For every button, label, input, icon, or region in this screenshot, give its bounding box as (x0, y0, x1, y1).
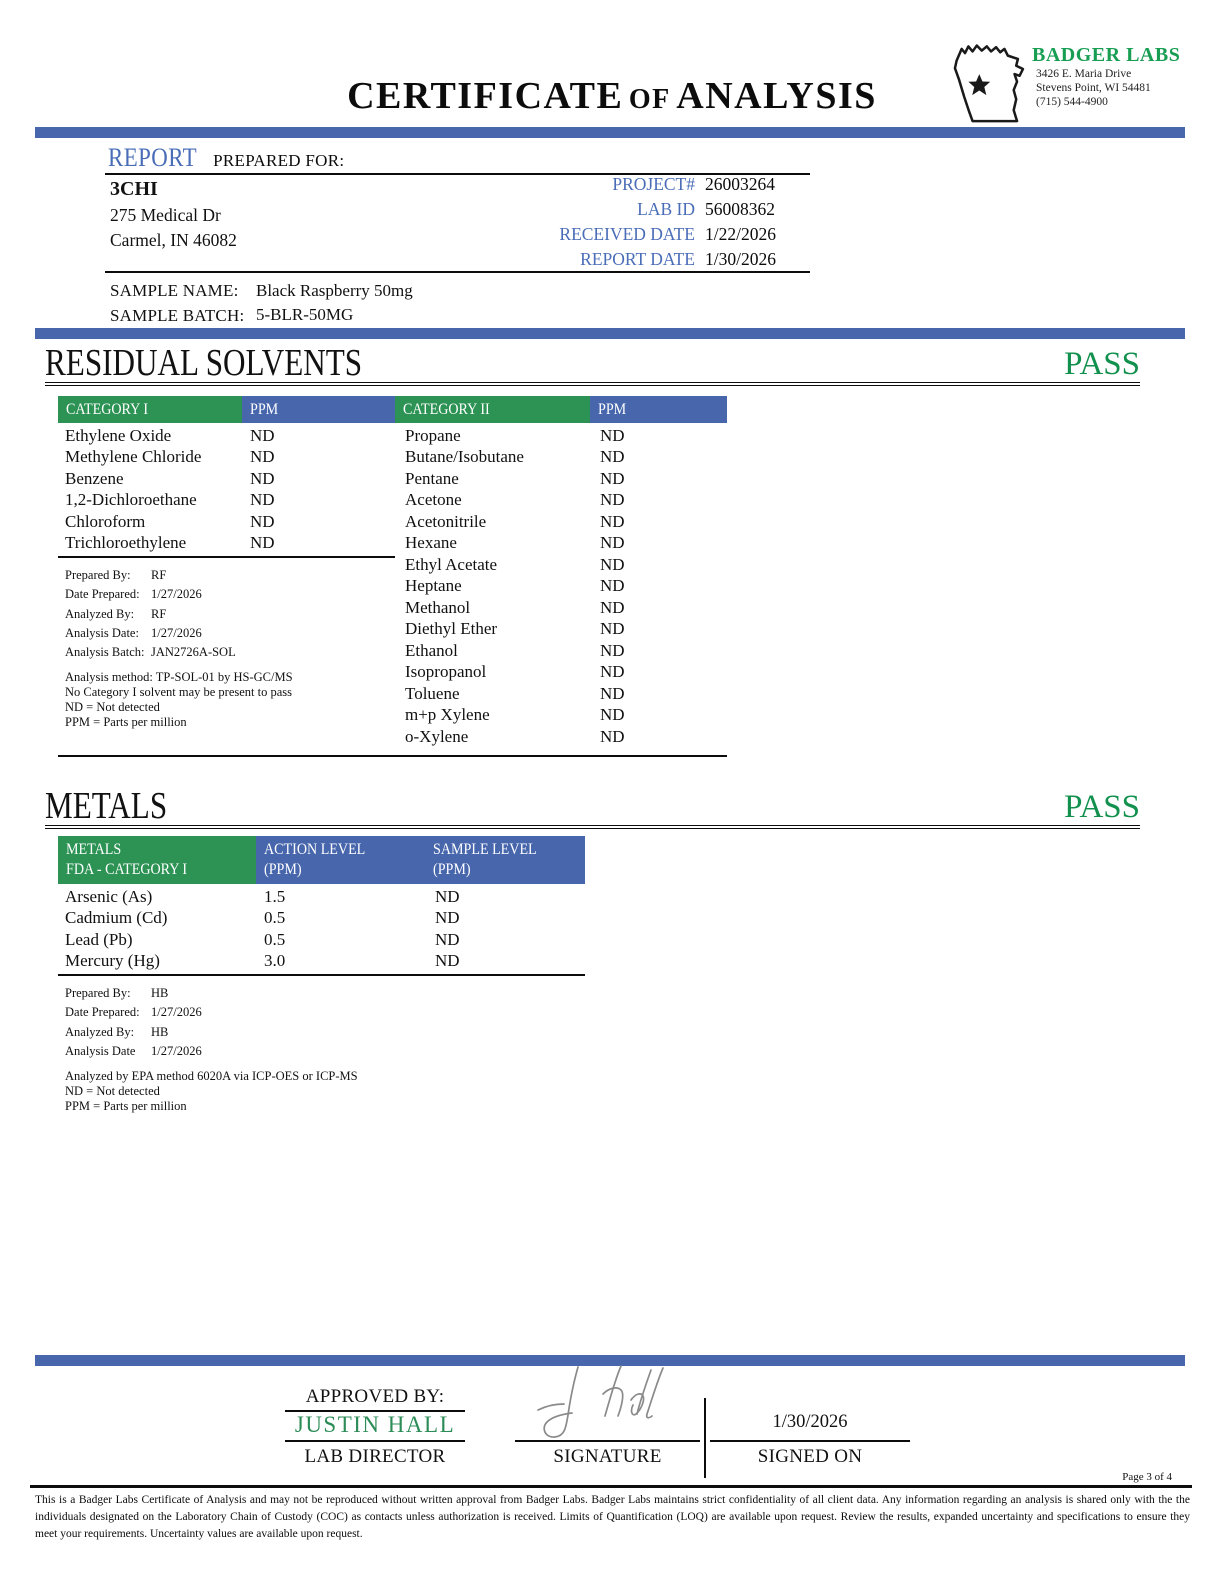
solvent-ppm-value: ND (250, 511, 275, 531)
table-row (58, 951, 585, 973)
solvent-ppm-value: ND (600, 511, 625, 531)
meta-label: REPORT DATE (580, 249, 695, 269)
table-row (395, 705, 727, 727)
solvent-ppm-value: ND (250, 533, 275, 553)
metal-sample-level: ND (435, 951, 460, 971)
table-row (395, 490, 727, 512)
solvents-prep-notes (58, 566, 395, 662)
solvent-ppm-value: ND (600, 576, 625, 596)
meta-value: 26003264 (705, 174, 775, 194)
solvent-name: Ethylene Oxide (65, 425, 172, 445)
category1-rows (58, 423, 395, 558)
note-row (65, 1023, 585, 1042)
table-row (395, 533, 727, 555)
metal-sample-level: ND (435, 908, 460, 928)
metals-status-badge: PASS (1064, 789, 1140, 825)
solvent-ppm-value: ND (600, 662, 625, 682)
solvent-name: Acetone (405, 490, 462, 510)
note-value: HB (151, 986, 169, 1001)
note-row (65, 624, 395, 643)
footer-rule (30, 1485, 1192, 1488)
residual-solvents-table-head (58, 396, 727, 423)
approver-rule (285, 1440, 465, 1442)
approver-title: LAB DIRECTOR (304, 1446, 446, 1467)
solvent-name: Diethyl Ether (405, 619, 498, 639)
page-number: Page 3 of 4 (1122, 1471, 1172, 1483)
report-meta-row (380, 199, 820, 224)
note-row (65, 1003, 585, 1022)
meta-value: 1/30/2026 (705, 249, 776, 269)
table-row (395, 726, 727, 748)
note-value: RF (151, 568, 167, 583)
divider-bar-top (35, 127, 1185, 138)
metal-action-level: 0.5 (264, 908, 286, 928)
note-row (65, 566, 395, 585)
meta-value: 1/22/2026 (705, 224, 776, 244)
footnote-line: Analysis method: TP-SOL-01 by HS-GC/MS (65, 670, 293, 685)
note-value: JAN2726A-SOL (151, 645, 236, 660)
title-part3: ANALYSIS (676, 75, 877, 117)
report-heading (108, 143, 344, 173)
category2-rows (395, 423, 727, 748)
table-row (395, 447, 727, 469)
note-row (65, 1042, 585, 1061)
table-row (58, 886, 585, 908)
solvent-name: Propane (405, 425, 461, 445)
table-row (395, 468, 727, 490)
metals-footnotes (58, 1069, 585, 1113)
metal-name: Lead (Pb) (65, 929, 133, 949)
solvent-ppm-value: ND (600, 468, 625, 488)
note-value: 1/27/2026 (151, 1044, 202, 1059)
solvent-name: Acetonitrile (405, 511, 487, 531)
note-label: Analyzed By: (65, 1024, 135, 1039)
note-label: Prepared By: (65, 986, 131, 1001)
metals-table (58, 836, 585, 1114)
solvent-ppm-value: ND (250, 425, 275, 445)
footnote-line: PPM = Parts per million (65, 1098, 187, 1113)
table-row (58, 533, 395, 555)
meta-label: PROJECT# (612, 174, 695, 194)
signature-rule (515, 1440, 700, 1442)
footnote-line: No Category I solvent may be present to pass (65, 685, 293, 700)
table-row (58, 425, 395, 447)
report-meta (380, 174, 820, 274)
sample-batch-label: SAMPLE BATCH: (110, 306, 245, 325)
solvent-name: Heptane (405, 576, 462, 596)
table-row (58, 511, 395, 533)
lab-address-line2: Stevens Point, WI 54481 (1036, 82, 1151, 94)
table-row (58, 908, 585, 930)
category2-column (395, 423, 727, 748)
solvent-name: Methanol (405, 597, 471, 617)
residual-solvents-header (45, 341, 1140, 386)
page-title (0, 74, 1224, 118)
metal-action-level: 0.5 (264, 929, 286, 949)
note-value: 1/27/2026 (151, 587, 202, 602)
solvent-ppm-value: ND (600, 640, 625, 660)
metals-title: METALS (45, 785, 168, 827)
meta-label: RECEIVED DATE (559, 224, 695, 244)
column-header: CATEGORY I (66, 400, 149, 418)
metal-name: Arsenic (As) (65, 886, 153, 906)
note-row (65, 643, 395, 662)
signed-on-label: SIGNED ON (757, 1446, 863, 1467)
note-label: Analysis Date: (65, 626, 139, 641)
column-header: (PPM) (264, 861, 302, 878)
footnote-line: ND = Not detected (65, 1083, 160, 1098)
approver-name: JUSTIN HALL (294, 1412, 456, 1437)
solvent-name: Chloroform (65, 511, 146, 531)
metals-rows (58, 884, 585, 976)
divider-bar-sample (35, 328, 1185, 339)
sample-batch-value: 5-BLR-50MG (256, 305, 354, 324)
column-header: CATEGORY II (403, 400, 490, 418)
solvent-name: m+p Xylene (405, 705, 490, 725)
signed-date-rule (710, 1440, 910, 1442)
client-address-line2: Carmel, IN 46082 (110, 230, 237, 250)
residual-solvents-title: RESIDUAL SOLVENTS (45, 342, 363, 384)
solvent-ppm-value: ND (600, 447, 625, 467)
table-row (58, 468, 395, 490)
lab-name: BADGER LABS (1032, 44, 1181, 66)
note-row (65, 984, 585, 1003)
table-row (395, 597, 727, 619)
solvent-ppm-value: ND (600, 490, 625, 510)
solvent-name: Trichloroethylene (65, 533, 187, 553)
note-label: Prepared By: (65, 568, 131, 583)
table-row (395, 619, 727, 641)
prepared-for-label: PREPARED FOR: (213, 151, 345, 170)
category1-column (58, 423, 395, 748)
metal-action-level: 3.0 (264, 951, 286, 971)
solvent-name: o-Xylene (405, 726, 469, 746)
residual-solvents-status-badge: PASS (1064, 346, 1140, 382)
table-row (395, 640, 727, 662)
footer-divider-line (704, 1398, 706, 1478)
column-header: (PPM) (433, 861, 471, 878)
solvent-ppm-value: ND (250, 490, 275, 510)
solvent-ppm-value: ND (600, 705, 625, 725)
solvent-name: Pentane (405, 468, 459, 488)
solvent-ppm-value: ND (600, 554, 625, 574)
client-address-line1: 275 Medical Dr (110, 205, 221, 225)
signature-label: SIGNATURE (553, 1446, 662, 1467)
meta-value: 56008362 (705, 199, 775, 219)
note-value: RF (151, 606, 167, 621)
signature-image (528, 1363, 703, 1441)
note-value: 1/27/2026 (151, 626, 202, 641)
title-part1: CERTIFICATE (347, 75, 624, 117)
table-row (58, 447, 395, 469)
signed-date: 1/30/2026 (772, 1412, 848, 1432)
table-row (395, 425, 727, 447)
metal-name: Mercury (Hg) (65, 951, 160, 971)
table-row (395, 511, 727, 533)
note-label: Analyzed By: (65, 606, 135, 621)
note-row (65, 585, 395, 604)
footnote-line: PPM = Parts per million (65, 714, 187, 729)
column-header: PPM (250, 400, 279, 418)
note-row (65, 605, 395, 624)
note-label: Analysis Batch: (65, 645, 145, 660)
solvent-name: Ethanol (405, 640, 458, 660)
residual-solvents-table-body (58, 423, 727, 757)
client-name: 3CHI (110, 178, 158, 200)
metal-name: Cadmium (Cd) (65, 908, 168, 928)
lab-address-line1: 3426 E. Maria Drive (1036, 68, 1132, 80)
residual-solvents-table (58, 396, 727, 757)
title-part2: OF (628, 84, 671, 115)
table-row (395, 683, 727, 705)
solvent-name: Ethyl Acetate (405, 554, 498, 574)
metals-prep-notes (58, 984, 585, 1061)
solvent-name: Toluene (405, 683, 460, 703)
sample-name-value: Black Raspberry 50mg (256, 281, 413, 300)
solvent-name: Methylene Chloride (65, 447, 202, 467)
lab-phone: (715) 544-4900 (1036, 96, 1108, 108)
column-header: METALS (66, 841, 122, 858)
solvent-ppm-value: ND (600, 597, 625, 617)
solvent-name: 1,2-Dichloroethane (65, 490, 197, 510)
report-word: REPORT (108, 143, 197, 172)
solvent-ppm-value: ND (600, 726, 625, 746)
table-row (58, 490, 395, 512)
note-value: 1/27/2026 (151, 1005, 202, 1020)
column-header: SAMPLE LEVEL (433, 841, 537, 858)
solvent-ppm-value: ND (600, 533, 625, 553)
metals-header (45, 784, 1140, 829)
solvent-name: Butane/Isobutane (405, 447, 524, 467)
metal-action-level: 1.5 (264, 886, 286, 906)
column-header: PPM (598, 400, 627, 418)
table-row (395, 554, 727, 576)
column-header: ACTION LEVEL (264, 841, 366, 858)
metals-table-head (58, 836, 585, 884)
solvent-name: Hexane (405, 533, 457, 553)
note-value: HB (151, 1024, 169, 1039)
metal-sample-level: ND (435, 929, 460, 949)
note-label: Date Prepared: (65, 1005, 140, 1020)
table-row (395, 662, 727, 684)
meta-label: LAB ID (637, 199, 695, 219)
solvent-name: Isopropanol (405, 662, 487, 682)
report-meta-row (380, 174, 820, 199)
solvent-ppm-value: ND (600, 619, 625, 639)
solvent-ppm-value: ND (250, 447, 275, 467)
table-row (395, 576, 727, 598)
solvent-ppm-value: ND (250, 468, 275, 488)
solvent-ppm-value: ND (600, 425, 625, 445)
note-label: Analysis Date (65, 1044, 136, 1059)
solvent-name: Benzene (65, 468, 124, 488)
note-label: Date Prepared: (65, 587, 140, 602)
client-block-rule (105, 271, 810, 273)
sample-name-label: SAMPLE NAME: (110, 281, 239, 300)
report-meta-row (380, 224, 820, 249)
footnote-line: ND = Not detected (65, 700, 160, 715)
metal-sample-level: ND (435, 886, 460, 906)
solvent-ppm-value: ND (600, 683, 625, 703)
solvents-footnotes (58, 670, 395, 729)
column-header: FDA - CATEGORY I (66, 861, 188, 878)
footnote-line: Analyzed by EPA method 6020A via ICP-OES or ICP-MS (65, 1069, 358, 1084)
approved-by-label: APPROVED BY: (305, 1386, 445, 1407)
table-row (58, 929, 585, 951)
disclaimer-text: This is a Badger Labs Certificate of Analysis and may not be reproduced without written approval from Badger Labs. Badger Labs maintains strict confidentiality of all client data. Any information regarding an analysis is shared only with the the individuals designated on the Laboratory Chain of Custody (COC) as contacts unless authorization is received. Limits of Quantification (LOQ) are available upon request. Review the results, expanded uncertainty and specifications to ensure they meet your requirements. Uncertainty values are available upon request. (35, 1494, 1190, 1541)
